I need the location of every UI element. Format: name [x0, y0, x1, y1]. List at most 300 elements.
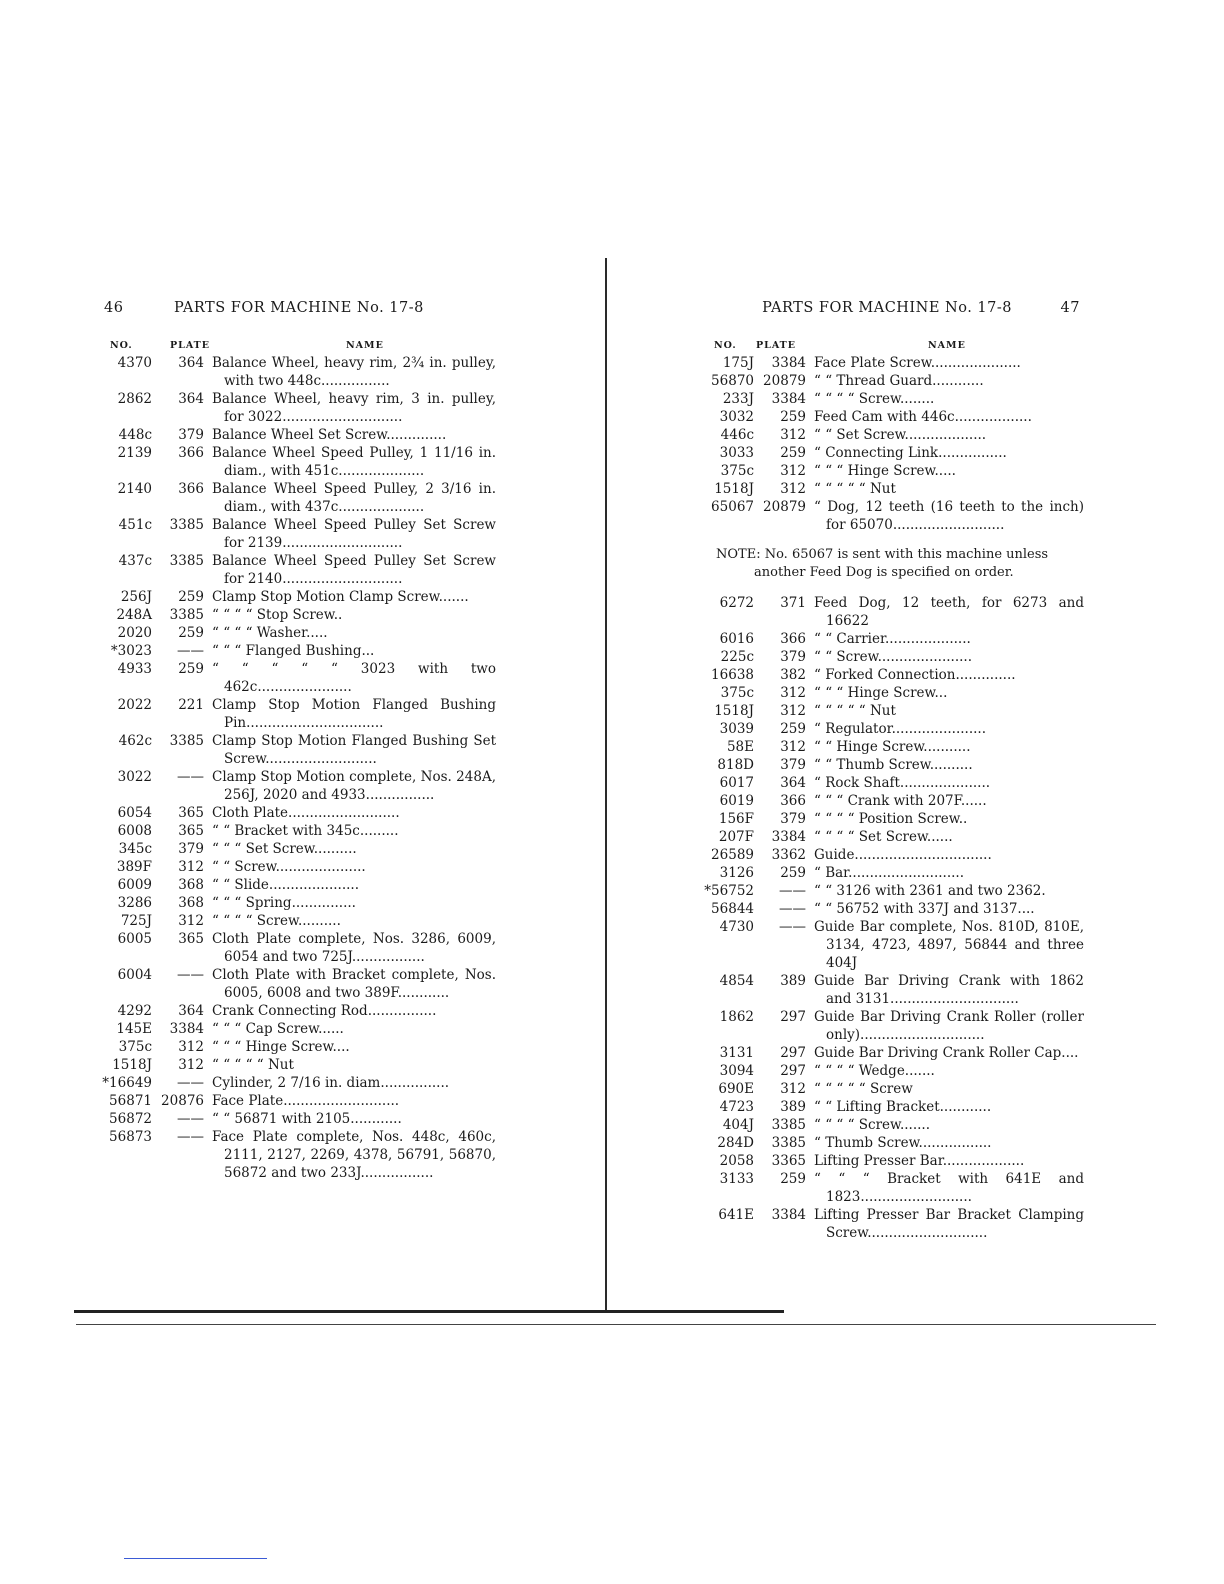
- part-name: “ Dog, 12 teeth (16 teeth to the inch) for 65070..........................: [814, 499, 1084, 533]
- part-number: 3133: [719, 1171, 754, 1187]
- part-name: “ “ “ Hinge Screw.....: [814, 463, 956, 479]
- part-name: “ Thumb Screw.................: [814, 1135, 992, 1151]
- part-name: Cloth Plate complete, Nos. 3286, 6009, 6054 and two 725J.................: [212, 931, 496, 965]
- part-number: 1518J: [714, 703, 754, 719]
- table-row: [96, 588, 496, 606]
- plate-number: 3362: [771, 847, 806, 863]
- part-name: “ “ “ “ Screw.......: [814, 1117, 931, 1133]
- part-name: Guide................................: [814, 847, 992, 863]
- plate-number: 3385: [169, 553, 204, 569]
- part-name: “ Connecting Link................: [814, 445, 1007, 461]
- plate-number: 20879: [763, 373, 806, 389]
- plate-number: 259: [178, 661, 204, 677]
- table-row: [698, 792, 1084, 810]
- table-row: [698, 462, 1084, 480]
- part-name: “ “ “ Hinge Screw...: [814, 685, 948, 701]
- page-title: PARTS FOR MACHINE No. 17-8: [762, 300, 1012, 316]
- table-row: [698, 702, 1084, 720]
- part-number: 4933: [117, 661, 152, 677]
- part-name: “ “ “ “ “ 3023 with two 462c......................: [212, 661, 496, 695]
- part-name: Clamp Stop Motion Flanged Bushing Set Screw..........................: [212, 733, 496, 767]
- table-row: [698, 1170, 1084, 1206]
- plate-number: 312: [780, 685, 806, 701]
- table-row: [96, 426, 496, 444]
- part-number: 6008: [117, 823, 152, 839]
- table-row: [96, 516, 496, 552]
- part-number: 3131: [719, 1045, 754, 1061]
- table-row: [96, 552, 496, 588]
- part-name: Balance Wheel, heavy rim, 2¾ in. pulley, with two 448c................: [212, 355, 496, 389]
- part-number: 2139: [117, 445, 152, 461]
- part-number: 3126: [719, 865, 754, 881]
- part-name: Lifting Presser Bar...................: [814, 1153, 1025, 1169]
- part-name: Balance Wheel Speed Pulley Set Screw for 2139............................: [212, 517, 496, 551]
- part-number: *56752: [704, 883, 754, 899]
- table-row: [698, 1206, 1084, 1242]
- feed-dog-note: NOTE: No. 65067 is sent with this machine unless another Feed Dog is specified on order.: [716, 547, 1049, 580]
- table-row: [698, 882, 1084, 900]
- table-row: [96, 804, 496, 822]
- part-number: 4292: [117, 1003, 152, 1019]
- plate-number: 312: [178, 1057, 204, 1073]
- table-row: [698, 354, 1084, 372]
- plate-number: 3385: [169, 733, 204, 749]
- plate-number: 368: [178, 877, 204, 893]
- plate-number: 20876: [161, 1093, 204, 1109]
- table-row: [96, 1002, 496, 1020]
- part-number: 56873: [109, 1129, 152, 1145]
- part-number: 65067: [711, 499, 754, 515]
- part-name: “ Forked Connection..............: [814, 667, 1016, 683]
- part-name: Balance Wheel Speed Pulley, 1 11/16 in. diam., with 451c....................: [212, 445, 496, 479]
- plate-number: 3385: [169, 517, 204, 533]
- plate-number: 366: [178, 445, 204, 461]
- part-name: Balance Wheel, heavy rim, 3 in. pulley, for 3022............................: [212, 391, 496, 425]
- part-number: 375c: [118, 1039, 152, 1055]
- part-number: 207F: [718, 829, 754, 845]
- table-row: [96, 768, 496, 804]
- plate-number: 312: [780, 739, 806, 755]
- plate-number: 379: [780, 811, 806, 827]
- part-name: “ “ “ “ Washer.....: [212, 625, 328, 641]
- plate-number: ——: [177, 1075, 204, 1091]
- part-name: Guide Bar complete, Nos. 810D, 810E, 3134, 4723, 4897, 56844 and three 404J: [814, 919, 1084, 971]
- part-name: “ “ “ “ Wedge.......: [814, 1063, 935, 1079]
- plate-number: 297: [780, 1045, 806, 1061]
- table-row: [698, 774, 1084, 792]
- part-name: Cloth Plate..........................: [212, 805, 400, 821]
- part-number: 1518J: [112, 1057, 152, 1073]
- part-name: Guide Bar Driving Crank with 1862 and 3131..............................: [814, 973, 1084, 1007]
- plate-number: ——: [177, 1111, 204, 1127]
- footnote-rule: [124, 1558, 267, 1559]
- plate-number: 259: [178, 589, 204, 605]
- plate-number: 20879: [763, 499, 806, 515]
- plate-number: 221: [178, 697, 204, 713]
- part-name: “ “ “ “ Stop Screw..: [212, 607, 343, 623]
- table-row: [698, 828, 1084, 846]
- plate-number: 366: [780, 631, 806, 647]
- part-name: “ “ “ “ Position Screw..: [814, 811, 968, 827]
- table-row: [96, 912, 496, 930]
- part-name: “ “ Thread Guard............: [814, 373, 984, 389]
- table-row: [698, 810, 1084, 828]
- part-number: 1862: [719, 1009, 754, 1025]
- part-name: “ “ Set Screw...................: [814, 427, 987, 443]
- part-number: 2020: [117, 625, 152, 641]
- part-number: 375c: [720, 463, 754, 479]
- part-number: 1518J: [714, 481, 754, 497]
- plate-number: ——: [779, 883, 806, 899]
- part-number: 6009: [117, 877, 152, 893]
- col-plate-header: PLATE: [170, 340, 210, 351]
- part-name: “ “ Hinge Screw...........: [814, 739, 971, 755]
- part-name: Guide Bar Driving Crank Roller (roller only).............................: [814, 1009, 1084, 1043]
- part-number: 56844: [711, 901, 754, 917]
- part-name: “ “ “ Spring...............: [212, 895, 356, 911]
- page-number: 47: [1060, 300, 1080, 316]
- table-row: [698, 972, 1084, 1008]
- bottom-rule-thin: [76, 1324, 1156, 1325]
- table-row: [698, 426, 1084, 444]
- part-name: Face Plate Screw.....................: [814, 355, 1021, 371]
- table-row: [698, 684, 1084, 702]
- part-number: 2058: [719, 1153, 754, 1169]
- table-row: [96, 966, 496, 1002]
- plate-number: ——: [779, 901, 806, 917]
- table-row: [96, 894, 496, 912]
- plate-number: ——: [177, 643, 204, 659]
- table-row: [698, 1134, 1084, 1152]
- table-row: [698, 756, 1084, 774]
- part-number: 448c: [118, 427, 152, 443]
- plate-number: 3384: [771, 355, 806, 371]
- part-name: “ “ Screw.....................: [212, 859, 366, 875]
- table-row: [96, 840, 496, 858]
- part-name: Lifting Presser Bar Bracket Clamping Screw............................: [814, 1207, 1084, 1241]
- part-number: 233J: [722, 391, 754, 407]
- bottom-rule-heavy: [74, 1310, 784, 1313]
- table-row: [96, 1128, 496, 1182]
- part-name: “ “ 3126 with 2361 and two 2362.: [814, 883, 1046, 899]
- table-row: [698, 1116, 1084, 1134]
- part-name: “ “ “ “ Set Screw......: [814, 829, 953, 845]
- part-name: “ “ “ “ Screw........: [814, 391, 935, 407]
- table-row: [698, 390, 1084, 408]
- part-name: “ Rock Shaft.....................: [814, 775, 991, 791]
- table-row: [96, 1110, 496, 1128]
- column-headers: [698, 340, 1084, 354]
- part-number: 437c: [118, 553, 152, 569]
- parts-list-top: [698, 354, 1084, 534]
- plate-number: 365: [178, 805, 204, 821]
- plate-number: 389: [780, 973, 806, 989]
- plate-number: ——: [177, 769, 204, 785]
- plate-number: 259: [178, 625, 204, 641]
- col-no-header: NO.: [714, 340, 737, 351]
- table-row: [96, 732, 496, 768]
- part-name: “ Regulator......................: [814, 721, 986, 737]
- plate-number: ——: [177, 1129, 204, 1145]
- part-name: “ “ “ “ “ Nut: [814, 703, 896, 719]
- part-name: Guide Bar Driving Crank Roller Cap....: [814, 1045, 1079, 1061]
- part-name: Feed Cam with 446c..................: [814, 409, 1032, 425]
- table-row: [698, 918, 1084, 972]
- part-name: Balance Wheel Speed Pulley, 2 3/16 in. diam., with 437c....................: [212, 481, 496, 515]
- plate-number: 3385: [169, 607, 204, 623]
- table-row: [698, 720, 1084, 738]
- plate-number: 312: [178, 913, 204, 929]
- column-headers: [96, 340, 496, 354]
- part-number: 225c: [720, 649, 754, 665]
- part-name: “ “ 56752 with 337J and 3137....: [814, 901, 1035, 917]
- plate-number: 365: [178, 931, 204, 947]
- part-number: *16649: [102, 1075, 152, 1091]
- part-number: 3094: [719, 1063, 754, 1079]
- plate-number: 379: [780, 757, 806, 773]
- table-row: [96, 696, 496, 732]
- part-number: 375c: [720, 685, 754, 701]
- table-row: [96, 642, 496, 660]
- plate-number: 3384: [771, 391, 806, 407]
- part-number: 641E: [718, 1207, 754, 1223]
- part-name: “ “ “ “ “ Screw: [814, 1081, 913, 1097]
- part-number: 156F: [718, 811, 754, 827]
- part-name: “ “ 56871 with 2105............: [212, 1111, 402, 1127]
- part-name: Clamp Stop Motion Flanged Bushing Pin................................: [212, 697, 496, 731]
- part-name: Clamp Stop Motion complete, Nos. 248A, 256J, 2020 and 4933................: [212, 769, 496, 803]
- part-name: “ “ Carrier....................: [814, 631, 971, 647]
- table-row: [698, 372, 1084, 390]
- plate-number: 364: [178, 355, 204, 371]
- part-name: Face Plate complete, Nos. 448c, 460c, 2111, 2127, 2269, 4378, 56791, 56870, 56872 and two 233J.................: [212, 1129, 496, 1181]
- plate-number: 364: [178, 1003, 204, 1019]
- table-row: [96, 606, 496, 624]
- part-number: 389F: [116, 859, 152, 875]
- part-number: 404J: [722, 1117, 754, 1133]
- table-row: [698, 498, 1084, 534]
- part-number: 3022: [117, 769, 152, 785]
- part-number: 6005: [117, 931, 152, 947]
- table-row: [698, 1080, 1084, 1098]
- plate-number: 3384: [771, 1207, 806, 1223]
- table-row: [698, 666, 1084, 684]
- part-name: “ “ Screw......................: [814, 649, 972, 665]
- part-name: “ Bar...........................: [814, 865, 964, 881]
- part-number: 16638: [711, 667, 754, 683]
- part-number: 6272: [719, 595, 754, 611]
- part-name: “ “ Lifting Bracket............: [814, 1099, 992, 1115]
- table-row: [698, 846, 1084, 864]
- part-number: 818D: [717, 757, 754, 773]
- part-number: 2140: [117, 481, 152, 497]
- table-row: [96, 390, 496, 426]
- part-name: Crank Connecting Rod................: [212, 1003, 437, 1019]
- part-number: 56870: [711, 373, 754, 389]
- part-number: *3023: [110, 643, 152, 659]
- table-row: [698, 648, 1084, 666]
- part-name: Clamp Stop Motion Clamp Screw.......: [212, 589, 469, 605]
- plate-number: 259: [780, 445, 806, 461]
- col-name-header: NAME: [928, 340, 966, 351]
- plate-number: 3385: [771, 1135, 806, 1151]
- col-plate-header: PLATE: [756, 340, 796, 351]
- part-number: 3286: [117, 895, 152, 911]
- plate-number: 312: [780, 703, 806, 719]
- part-number: 256J: [120, 589, 152, 605]
- col-no-header: NO.: [110, 340, 133, 351]
- part-number: 284D: [717, 1135, 754, 1151]
- part-number: 145E: [116, 1021, 152, 1037]
- plate-number: 259: [780, 865, 806, 881]
- table-row: [698, 738, 1084, 756]
- table-row: [96, 660, 496, 696]
- running-head-left: [96, 300, 496, 320]
- part-name: Balance Wheel Speed Pulley Set Screw for 2140............................: [212, 553, 496, 587]
- plate-number: ——: [779, 919, 806, 935]
- plate-number: ——: [177, 967, 204, 983]
- table-row: [96, 1074, 496, 1092]
- plate-number: 382: [780, 667, 806, 683]
- plate-number: 364: [178, 391, 204, 407]
- plate-number: 259: [780, 409, 806, 425]
- table-row: [698, 594, 1084, 630]
- part-number: 4854: [719, 973, 754, 989]
- plate-number: 312: [780, 1081, 806, 1097]
- part-name: “ “ “ Bracket with 641E and 1823..........................: [814, 1171, 1084, 1205]
- parts-table-right: [698, 354, 1084, 1242]
- table-row: [96, 480, 496, 516]
- page-title: PARTS FOR MACHINE No. 17-8: [174, 300, 424, 316]
- page-number: 46: [104, 300, 124, 316]
- plate-number: 3385: [771, 1117, 806, 1133]
- plate-number: 365: [178, 823, 204, 839]
- part-name: “ “ “ Hinge Screw....: [212, 1039, 350, 1055]
- plate-number: 312: [178, 859, 204, 875]
- part-number: 6016: [719, 631, 754, 647]
- plate-number: 3365: [771, 1153, 806, 1169]
- parts-list-bottom: [698, 594, 1084, 1242]
- part-number: 3039: [719, 721, 754, 737]
- table-row: [698, 1044, 1084, 1062]
- plate-number: 366: [178, 481, 204, 497]
- parts-table-left: [96, 354, 496, 1182]
- part-name: “ “ Bracket with 345c.........: [212, 823, 399, 839]
- part-name: “ “ “ “ Screw..........: [212, 913, 341, 929]
- plate-number: 3384: [771, 829, 806, 845]
- plate-number: 259: [780, 1171, 806, 1187]
- plate-number: 297: [780, 1009, 806, 1025]
- table-row: [96, 930, 496, 966]
- part-number: 725J: [120, 913, 152, 929]
- part-name: “ “ “ Flanged Bushing...: [212, 643, 375, 659]
- page-gutter-line: [605, 258, 607, 1310]
- part-name: “ “ “ Cap Screw......: [212, 1021, 344, 1037]
- table-row: [698, 900, 1084, 918]
- part-number: 451c: [118, 517, 152, 533]
- part-name: “ “ Slide.....................: [212, 877, 360, 893]
- table-row: [698, 864, 1084, 882]
- part-number: 690E: [718, 1081, 754, 1097]
- table-row: [96, 444, 496, 480]
- table-row: [96, 624, 496, 642]
- part-number: 6054: [117, 805, 152, 821]
- part-number: 58E: [726, 739, 754, 755]
- table-row: [96, 1038, 496, 1056]
- table-row: [698, 480, 1084, 498]
- table-row: [96, 822, 496, 840]
- plate-number: 366: [780, 793, 806, 809]
- plate-number: 379: [780, 649, 806, 665]
- part-number: 4730: [719, 919, 754, 935]
- table-row: [698, 630, 1084, 648]
- table-row: [698, 1008, 1084, 1044]
- part-number: 6017: [719, 775, 754, 791]
- table-row: [96, 1092, 496, 1110]
- plate-number: 379: [178, 427, 204, 443]
- plate-number: 364: [780, 775, 806, 791]
- plate-number: 312: [780, 481, 806, 497]
- part-number: 6019: [719, 793, 754, 809]
- part-number: 462c: [118, 733, 152, 749]
- table-row: [698, 1098, 1084, 1116]
- part-name: Cylinder, 2 7/16 in. diam................: [212, 1075, 450, 1091]
- col-name-header: NAME: [346, 340, 384, 351]
- part-name: Face Plate...........................: [212, 1093, 400, 1109]
- part-number: 2022: [117, 697, 152, 713]
- plate-number: 379: [178, 841, 204, 857]
- table-row: [698, 408, 1084, 426]
- plate-number: 312: [178, 1039, 204, 1055]
- table-row: [96, 876, 496, 894]
- part-number: 56871: [109, 1093, 152, 1109]
- part-name: “ “ “ “ “ Nut: [814, 481, 896, 497]
- plate-number: 297: [780, 1063, 806, 1079]
- table-row: [698, 1152, 1084, 1170]
- table-row: [96, 354, 496, 390]
- table-row: [96, 858, 496, 876]
- running-head-right: [698, 300, 1084, 320]
- table-row: [698, 444, 1084, 462]
- plate-number: 312: [780, 427, 806, 443]
- part-number: 446c: [720, 427, 754, 443]
- part-name: “ “ “ “ “ Nut: [212, 1057, 294, 1073]
- part-number: 26589: [711, 847, 754, 863]
- table-row: [96, 1056, 496, 1074]
- part-number: 4370: [117, 355, 152, 371]
- part-number: 4723: [719, 1099, 754, 1115]
- part-name: “ “ Thumb Screw..........: [814, 757, 973, 773]
- part-number: 3033: [719, 445, 754, 461]
- part-number: 3032: [719, 409, 754, 425]
- table-row: [96, 1020, 496, 1038]
- plate-number: 312: [780, 463, 806, 479]
- part-name: Cloth Plate with Bracket complete, Nos. 6005, 6008 and two 389F............: [212, 967, 496, 1001]
- plate-number: 3384: [169, 1021, 204, 1037]
- part-name: Balance Wheel Set Screw..............: [212, 427, 447, 443]
- part-number: 2862: [117, 391, 152, 407]
- plate-number: 368: [178, 895, 204, 911]
- part-number: 248A: [116, 607, 152, 623]
- plate-number: 259: [780, 721, 806, 737]
- part-number: 345c: [118, 841, 152, 857]
- plate-number: 389: [780, 1099, 806, 1115]
- part-number: 6004: [117, 967, 152, 983]
- part-name: Feed Dog, 12 teeth, for 6273 and 16622: [814, 595, 1084, 629]
- part-name: “ “ “ Set Screw..........: [212, 841, 357, 857]
- part-number: 56872: [109, 1111, 152, 1127]
- plate-number: 371: [780, 595, 806, 611]
